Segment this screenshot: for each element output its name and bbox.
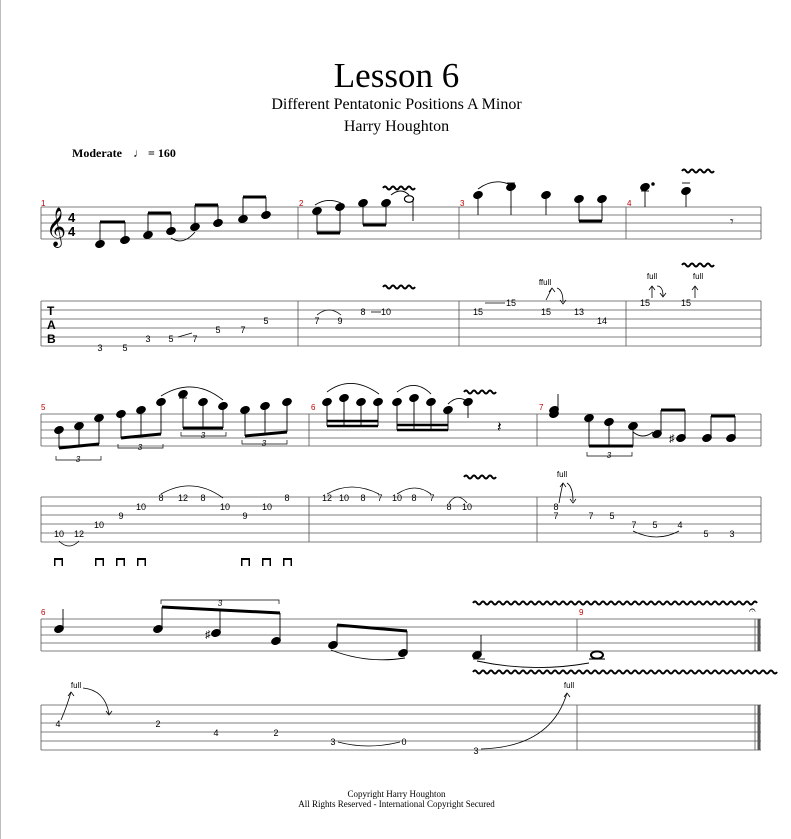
tab-fret-number: 7 [429,493,435,503]
tab-fret-number: 7 [240,325,246,335]
tab-fret-number: 10 [380,307,392,317]
vibrato-icon [682,264,714,267]
tab-fret-number: 7 [631,520,637,530]
tab-fret-number: 2 [155,719,161,729]
measure-number: 2 [299,199,304,208]
tempo-label: Moderate [72,146,122,160]
standard-staff-3 [41,619,761,651]
tab-fret-number: 3 [330,737,336,747]
tab-fret-number: 10 [53,529,65,539]
time-signature-top: 4 [68,210,76,225]
tab-fret-number: 9 [118,511,124,521]
notation [1,0,791,839]
tab-fret-number: 7 [377,493,383,503]
tab-clef-t: T [47,304,55,318]
tab-fret-number: 15 [505,298,517,308]
tab-fret-number: 8 [360,493,366,503]
tab-fret-number: 9 [242,511,248,521]
tab-fret-number: 3 [145,334,151,344]
tab-fret-number: 8 [360,307,366,317]
tuplet-label: 3 [200,431,206,440]
tab-fret-number: 15 [639,298,651,308]
measure-5-notes [53,387,292,448]
tab-fret-number: 5 [652,520,658,530]
measure-8-notes [53,600,589,668]
tuplet-label: 3 [261,439,267,448]
tuplet-label: 3 [217,599,223,608]
footer-copyright: Copyright Harry Houghton [347,789,446,799]
tab-fret-number: 8 [553,502,559,512]
tab-fret-number: 7 [553,511,559,521]
tab-fret-number: 3 [97,343,103,353]
tab-fret-number: 15 [680,298,692,308]
quarter-note-icon: ♩ [132,146,145,160]
tab-numbers-system-3 [55,719,478,756]
tab-fret-number: 15 [540,307,552,317]
tuplet-label: 3 [75,455,81,464]
sharp-icon: ♯ [669,433,675,445]
measure-6-notes [321,383,501,436]
quarter-rest-icon: 𝄽 [497,419,502,436]
tab-fret-number: 14 [596,316,608,326]
bend-label: full [646,272,658,281]
fermata-icon: 𝄐 [749,603,756,617]
tab-fret-number: 8 [446,502,452,512]
bend-label: full [70,681,82,690]
system-3 [41,599,777,756]
tab-fret-number: 8 [284,493,290,503]
tab-fret-number: 9 [337,316,343,326]
measure-2-notes [311,187,415,234]
sharp-icon: ♯ [205,629,211,641]
system-2 [41,383,761,566]
long-vibrato [473,602,777,674]
tab-fret-number: 5 [215,325,221,335]
tab-fret-number: 7 [192,334,198,344]
tab-numbers-system-2 [54,493,735,539]
tab-fret-number: 10 [338,493,350,503]
tab-fret-number: 10 [461,502,473,512]
measure-number: 6 [311,403,316,412]
tab-fret-number: 10 [391,493,403,503]
tab-fret-number: 12 [73,529,85,539]
tab-clef-b: B [47,332,56,346]
tab-fret-number: 10 [219,502,231,512]
tuplet-label: 3 [606,451,612,460]
bend-label: full [692,272,704,281]
time-signature-bottom: 4 [68,224,76,239]
tab-fret-number: 3 [473,746,479,756]
vibrato-icon [682,170,714,173]
tab-fret-number: 5 [122,343,128,353]
tab-fret-number: 12 [321,493,333,503]
measure-number: 3 [460,199,465,208]
score-title: Lesson 6 [333,56,460,95]
vibrato-icon [464,391,496,394]
bend-label: full [563,681,575,690]
measure-number: 7 [539,403,544,412]
tuplet-label: 3 [137,443,143,452]
vibrato-icon [383,187,415,190]
tab-fret-number: 0 [401,737,407,747]
tab-fret-number: 8 [158,493,164,503]
tab-fret-number: 5 [263,316,269,326]
tab-fret-number: 10 [93,520,105,530]
tab-fret-number: 12 [177,493,189,503]
measure-9-notes [589,651,605,659]
tab-fret-number: 5 [609,511,615,521]
score-composer: Harry Houghton [343,118,450,135]
vibrato-icon [464,476,496,479]
bend-label: ffull [538,278,552,287]
measure-number: 4 [627,199,632,208]
tab-fret-number: 8 [200,493,206,503]
treble-clef-icon: 𝄞 [46,208,67,246]
tab-fret-number: 3 [729,529,735,539]
tab-fret-number: 7 [314,316,320,326]
tab-fret-number: 5 [168,334,174,344]
tab-fret-number: 10 [135,502,147,512]
tab-fret-number: 4 [213,728,219,738]
tab-fret-number: 7 [588,511,594,521]
tab-fret-number: 10 [261,502,273,512]
system-1 [41,170,761,354]
tab-fret-number: 4 [55,719,61,729]
downstroke-marks [54,558,292,566]
tab-fret-number: 15 [472,307,484,317]
footer-rights: All Rights Reserved - International Copyright Secured [298,799,495,809]
tab-fret-number: 8 [411,493,417,503]
measure-number: 9 [579,608,584,617]
tempo-value: = 160 [147,146,176,160]
measure-number: 6 [41,608,46,617]
tab-fret-number: 2 [273,728,279,738]
measure-4-notes [639,170,734,230]
eighth-rest-icon: 𝄾 [730,213,734,229]
bend-label: full [556,470,568,479]
tab-fret-number: 13 [573,307,585,317]
tab-clef-a: A [47,318,56,332]
measure-number: 1 [41,199,46,208]
tab-fret-number: 4 [677,520,683,530]
tab-fret-number: 5 [703,529,709,539]
score-subtitle: Different Pentatonic Positions A Minor [271,96,522,113]
measure-number: 5 [41,403,46,412]
tab-numbers-system-1 [97,298,691,353]
vibrato-icon [383,286,415,289]
